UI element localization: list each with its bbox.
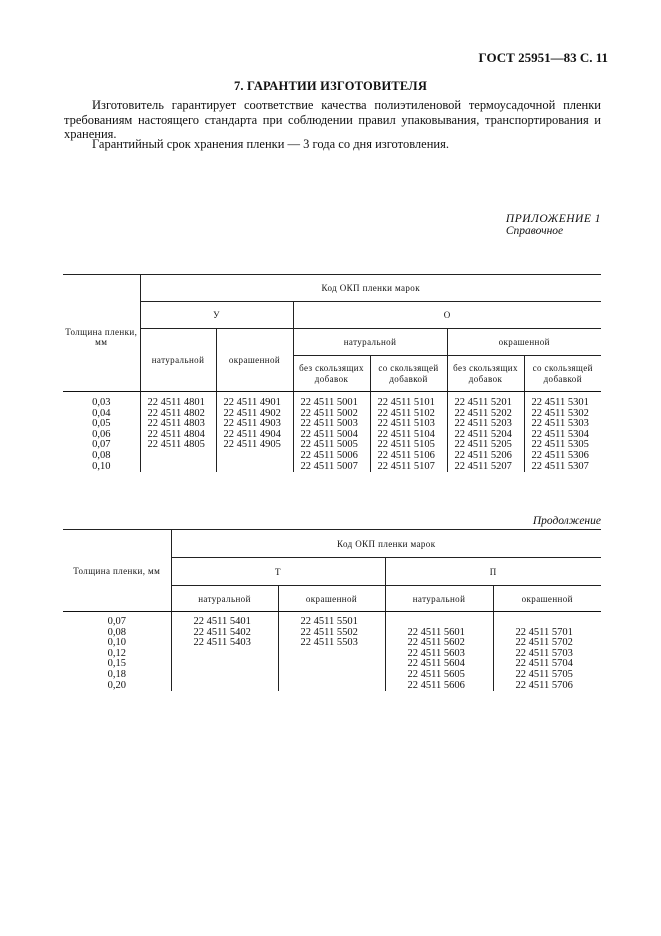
p-natural-codes [385,612,493,692]
table-cell-value: 22 4511 5003 [300,418,358,430]
p-colored-header: окрашенной [493,586,601,612]
table-cell-value: 22 4511 5502 [300,626,358,638]
table-cell-value: 0,20 [107,679,126,691]
warranty-paragraph: Изготовитель гарантирует соответствие качества полиэтиленовой термоусадочной пленки требованиям настоящего стандарта при соблюдении правил упаковывания, транспортирования и хранения. [64,98,601,141]
u-natural-codes [140,392,216,473]
table-cell-value: 22 4511 5701 [515,626,573,638]
blank-line [408,617,493,628]
grade-o-header: О [293,302,601,329]
appendix-label [506,213,601,237]
table-cell-value: 22 4511 5604 [407,658,465,670]
table-cell-value: 0,15 [107,658,126,670]
thickness-header-2: Толщина пленки, мм [63,530,171,612]
table-cell-value: 22 4511 5706 [515,679,573,691]
o-nat-with-header: со скользящей добавкой [370,356,447,392]
table-cell-value: 22 4511 5605 [407,668,465,680]
appendix-title: ПРИЛОЖЕНИЕ 1 [505,213,601,225]
table-cell-value: 22 4511 5601 [407,626,465,638]
shelf-life-paragraph: Гарантийный срок хранения пленки — 3 года со дня изготовления. [92,137,449,151]
table-cell-value: 22 4511 5501 [300,616,358,627]
table-cell-value: 22 4511 4803 [147,418,205,430]
table-cell-value: 22 4511 5205 [454,439,512,451]
table-cell-value: 22 4511 5503 [300,637,358,649]
table-cell-value: 0,12 [107,647,126,659]
t-natural-header: натуральной [171,586,278,612]
okp-codes-table-2 [63,529,601,691]
table-cell-value: 22 4511 5206 [454,449,512,461]
table-cell-value: 22 4511 5005 [300,439,358,451]
table-cell-value: 22 4511 5103 [377,418,435,430]
table-cell-value: 22 4511 5004 [300,428,358,440]
table-cell-value: 0,10 [92,460,111,472]
grade-u-header: У [140,302,293,329]
table-cell-value: 22 4511 5106 [377,449,435,461]
table-cell-value: 22 4511 5006 [300,449,358,461]
blank-line [516,617,602,628]
o-nat-without-header: без скользящих добавок [293,356,370,392]
section-title: 7. ГАРАНТИИ ИЗГОТОВИТЕЛЯ [233,79,428,93]
table-cell-value: 22 4511 5204 [454,428,512,440]
thickness-column [63,392,140,473]
o-natural-header: натуральной [293,329,447,356]
table-cell-value: 22 4511 5303 [531,418,589,430]
code-header-2: Код ОКП пленки марок [171,530,601,558]
table-cell-value: 22 4511 5401 [193,616,251,627]
table-cell-value: 22 4511 5202 [454,407,512,419]
table-cell-value: 22 4511 5104 [377,428,435,440]
table-cell-value: 22 4511 5002 [300,407,358,419]
table-cell-value: 22 4511 5007 [300,460,358,472]
table-cell-value: 22 4511 4901 [223,397,281,408]
okp-codes-table-1 [63,274,601,472]
o-nat-with-codes [370,392,447,473]
table-cell-value: 22 4511 4804 [147,428,205,440]
code-header: Код ОКП пленки марок [140,275,601,302]
p-colored-codes [493,612,601,692]
appendix-subtitle: Справочное [505,225,564,237]
table-cell-value: 0,10 [107,637,126,649]
grade-p-header: П [385,558,601,586]
table-cell-value: 22 4511 5306 [531,449,589,461]
table-cell-value: 22 4511 5201 [454,397,512,408]
o-colored-header: окрашенной [447,329,601,356]
table-cell-value: 22 4511 5705 [515,668,573,680]
table-cell-value: 22 4511 5307 [531,460,589,472]
table-cell-value: 22 4511 4801 [147,397,205,408]
table-cell-value: 22 4511 5602 [407,637,465,649]
o-nat-without-codes [293,392,370,473]
t-colored-codes [278,612,385,692]
table-cell-value: 22 4511 4905 [223,439,281,451]
table-cell-value: 22 4511 5702 [515,637,573,649]
o-col-with-codes [524,392,601,473]
table-cell-value: 0,18 [107,668,126,680]
table-cell-value: 22 4511 4904 [223,428,281,440]
table-cell-value: 22 4511 5703 [515,647,573,659]
grade-t-header: Т [171,558,385,586]
table-cell-value: 22 4511 5301 [531,397,589,408]
table-cell-value: 22 4511 5001 [300,397,358,408]
table-cell-value: 22 4511 5107 [377,460,435,472]
table-cell-value: 0,06 [92,428,111,440]
table-cell-value: 0,05 [92,418,111,430]
table-cell-value: 22 4511 5305 [531,439,589,451]
table-cell-value: 22 4511 5704 [515,658,573,670]
table-cell-value: 22 4511 5403 [193,637,251,649]
table-cell-value: 22 4511 5304 [531,428,589,440]
u-colored-header: окрашенной [216,329,293,392]
o-col-with-header: со скользящей добавкой [524,356,601,392]
table-cell-value: 22 4511 4802 [147,407,205,419]
table-cell-value: 22 4511 4805 [147,439,205,451]
table-cell-value: 22 4511 5603 [407,647,465,659]
table-cell-value: 22 4511 5105 [377,439,435,451]
thickness-header: Толщина пленки, мм [63,275,140,392]
table-cell-value: 22 4511 5102 [377,407,435,419]
u-natural-header: натуральной [140,329,216,392]
table-cell-value: 22 4511 5402 [193,626,251,638]
table-cell-value: 0,04 [92,407,111,419]
table-cell-value: 0,08 [107,626,126,638]
table-cell-value: 22 4511 5203 [454,418,512,430]
table-cell-value: 22 4511 5302 [531,407,589,419]
o-col-without-header: без скользящих добавок [447,356,524,392]
table-cell-value: 22 4511 5101 [377,397,435,408]
p-natural-header: натуральной [385,586,493,612]
page-header-ref: ГОСТ 25951—83 С. 11 [478,50,608,65]
table-cell-value: 0,08 [92,449,111,461]
table-cell-value: 22 4511 4903 [223,418,281,430]
thickness-column-2 [63,612,171,692]
o-col-without-codes [447,392,524,473]
continuation-label: Продолжение [532,515,601,527]
table-cell-value: 22 4511 5207 [454,460,512,472]
table-cell-value: 0,07 [92,439,111,451]
table-cell-value: 22 4511 5606 [407,679,465,691]
t-natural-codes [171,612,278,692]
table-cell-value: 0,07 [107,616,126,627]
u-colored-codes [216,392,293,473]
t-colored-header: окрашенной [278,586,385,612]
table-cell-value: 22 4511 4902 [223,407,281,419]
table-cell-value: 0,03 [92,397,111,408]
